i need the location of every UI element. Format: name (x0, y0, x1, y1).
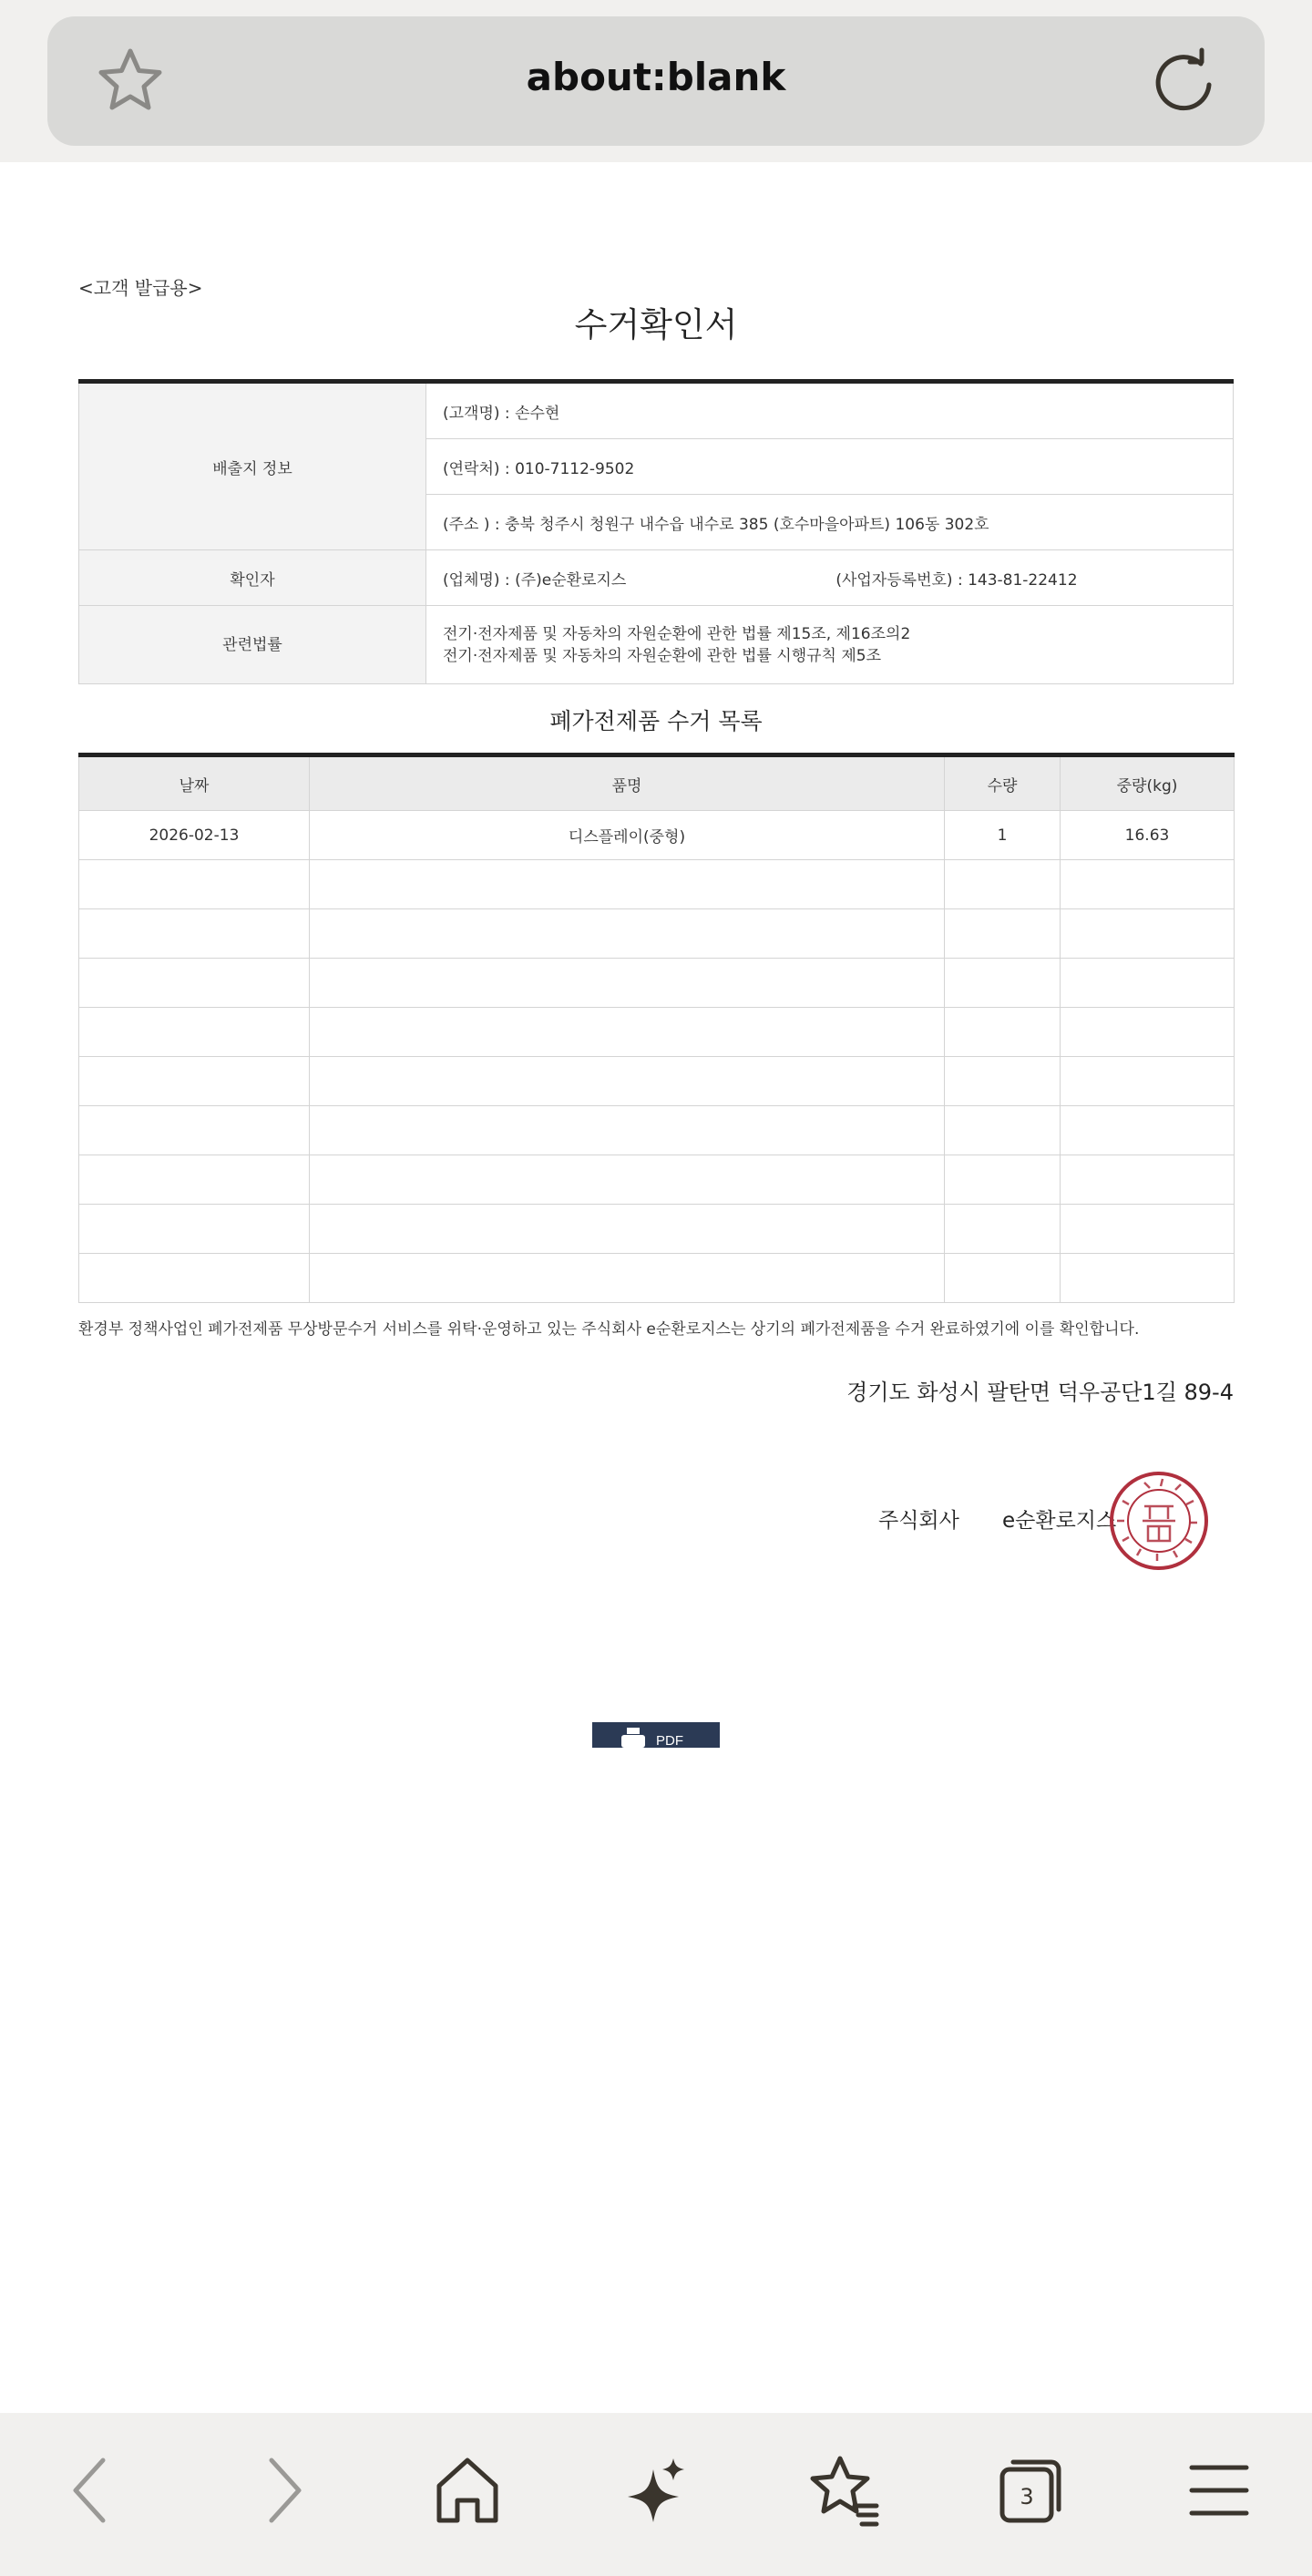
column-header-date: 날짜 (79, 755, 310, 811)
discharge-info-table (78, 379, 1234, 684)
reload-icon (1146, 44, 1221, 118)
cell-item (310, 959, 945, 1008)
reload-button[interactable] (1146, 44, 1221, 118)
corp-prefix: 주식회사 (878, 1509, 959, 1533)
business-number: (사업자등록번호) : 143-81-22412 (835, 570, 1078, 590)
column-header-weight: 중량(kg) (1061, 755, 1235, 811)
forward-button[interactable] (242, 2449, 324, 2531)
favorites-icon (802, 2449, 884, 2531)
printer-icon (620, 1728, 647, 1748)
cell-weight (1061, 1155, 1235, 1205)
cell-weight (1061, 1254, 1235, 1303)
cell-qty (945, 1106, 1061, 1155)
issue-label: <고객 발급용> (78, 277, 203, 299)
confirmer-header: 확인자 (79, 550, 426, 606)
cell-qty (945, 959, 1061, 1008)
menu-icon (1177, 2449, 1259, 2531)
cell-qty (945, 1057, 1061, 1106)
cell-item (310, 1205, 945, 1254)
cell-date (79, 959, 310, 1008)
tabs-icon (989, 2449, 1071, 2531)
cell-qty (945, 860, 1061, 909)
cell-date (79, 860, 310, 909)
cell-weight (1061, 1205, 1235, 1254)
cell-date (79, 1155, 310, 1205)
cell-qty (945, 1155, 1061, 1205)
company-seal (1108, 1470, 1210, 1572)
related-law-header: 관련법률 (79, 606, 426, 684)
cell-item: 디스플레이(중형) (310, 811, 945, 860)
cell-qty: 1 (945, 811, 1061, 860)
cell-weight (1061, 909, 1235, 959)
home-button[interactable] (426, 2449, 508, 2531)
pdf-button-label: PDF (656, 1733, 683, 1748)
company-address: 경기도 화성시 팔탄면 덕우공단1길 89-4 (846, 1380, 1234, 1405)
law-line: 전기·전자제품 및 자동차의 자원순환에 관한 법률 제15조, 제16조의2 (443, 624, 911, 643)
table-row (79, 1008, 1235, 1057)
cell-qty (945, 909, 1061, 959)
collection-list-title: 폐가전제품 수거 목록 (549, 708, 763, 734)
pdf-download-button[interactable] (592, 1722, 720, 1748)
column-header-item: 품명 (310, 755, 945, 811)
table-row (79, 1106, 1235, 1155)
customer-address: (주소 ) : 충북 청주시 청원구 내수읍 내수로 385 (호수마을아파트) 106동 302호 (426, 495, 1234, 550)
cell-date (79, 1254, 310, 1303)
cell-qty (945, 1254, 1061, 1303)
cell-date (79, 1205, 310, 1254)
cell-item (310, 1155, 945, 1205)
cell-item (310, 909, 945, 959)
confirmer-info (426, 550, 1234, 606)
cell-weight (1061, 1057, 1235, 1106)
table-row (79, 1057, 1235, 1106)
customer-contact: (연락처) : 010-7112-9502 (426, 439, 1234, 495)
cell-item (310, 1008, 945, 1057)
document-title: 수거확인서 (574, 305, 738, 344)
cell-date (79, 1008, 310, 1057)
ai-assistant-button[interactable] (615, 2449, 697, 2531)
column-header-qty: 수량 (945, 755, 1061, 811)
cell-date (79, 1106, 310, 1155)
home-icon (426, 2449, 508, 2531)
table-row (79, 811, 1235, 860)
table-row (79, 1205, 1235, 1254)
back-button[interactable] (50, 2449, 132, 2531)
tabs-button[interactable] (989, 2449, 1071, 2531)
cell-weight (1061, 1008, 1235, 1057)
cell-date (79, 1057, 310, 1106)
table-row (79, 1155, 1235, 1205)
cell-qty (945, 1008, 1061, 1057)
cell-weight (1061, 1106, 1235, 1155)
tab-count: 3 (1020, 2484, 1034, 2509)
table-row (79, 959, 1235, 1008)
customer-name: (고객명) : 손수현 (426, 382, 1234, 439)
back-arrow-icon (50, 2449, 132, 2531)
forward-arrow-icon (242, 2449, 324, 2531)
sparkle-icon (615, 2449, 697, 2531)
browser-bottom-bar (0, 2413, 1312, 2576)
cell-qty (945, 1205, 1061, 1254)
address-bar[interactable] (47, 16, 1265, 146)
cell-date: 2026-02-13 (79, 811, 310, 860)
table-row (79, 1254, 1235, 1303)
table-row (79, 909, 1235, 959)
cell-item (310, 1106, 945, 1155)
confirmation-notice: 환경부 정책사업인 폐가전제품 무상방문수거 서비스를 위탁·운영하고 있는 주식회사 e순환로지스는 상기의 폐가전제품을 수거 완료하였기에 이를 확인합니다. (78, 1320, 1140, 1339)
cell-item (310, 1057, 945, 1106)
collection-list-table (78, 753, 1235, 1303)
cell-item (310, 1254, 945, 1303)
corp-name: e순환로지스 (1002, 1509, 1117, 1533)
cell-date (79, 909, 310, 959)
menu-button[interactable] (1177, 2449, 1259, 2531)
table-row (79, 860, 1235, 909)
url-text: about:blank (526, 55, 786, 99)
discharge-info-header: 배출지 정보 (79, 382, 426, 550)
cell-item (310, 860, 945, 909)
favorites-button[interactable] (802, 2449, 884, 2531)
company-name: (업체명) : (주)e순환로지스 (443, 570, 627, 590)
related-law-content (426, 606, 1234, 684)
cell-weight: 16.63 (1061, 811, 1235, 860)
law-line: 전기·전자제품 및 자동차의 자원순환에 관한 법률 시행규칙 제5조 (443, 646, 882, 665)
cell-weight (1061, 959, 1235, 1008)
browser-top-bar (0, 0, 1312, 162)
cell-weight (1061, 860, 1235, 909)
